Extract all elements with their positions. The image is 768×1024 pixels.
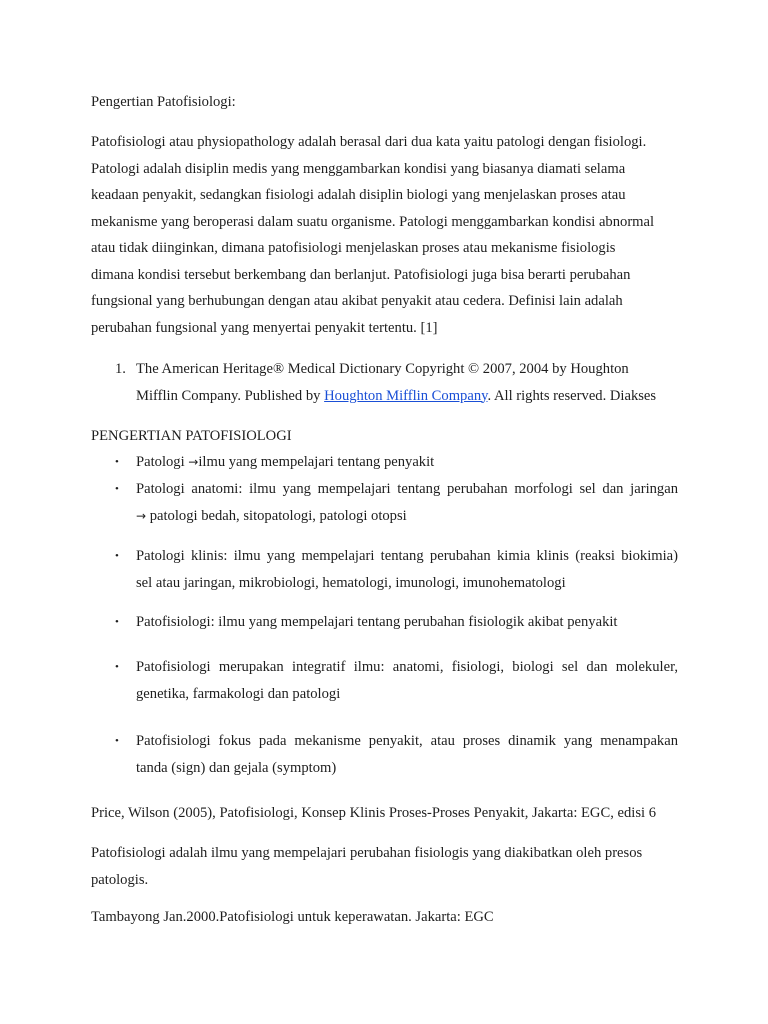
heading-pengertian-patofisiologi: PENGERTIAN PATOFISIOLOGI xyxy=(91,428,292,444)
para-line: atau tidak diinginkan, dimana patofisiologi menjelaskan proses atau mekanisme fisiologis xyxy=(91,240,616,256)
bullet-icon: • xyxy=(115,616,119,628)
list-item xyxy=(115,654,678,707)
list-item xyxy=(115,449,678,476)
para-line: fungsional yang berhubungan dengan atau akibat penyakit atau cedera. Definisi lain adalah xyxy=(91,293,623,309)
bullet-icon: • xyxy=(115,456,119,468)
para-line: perubahan fungsional yang menyertai penyakit tertentu. [1] xyxy=(91,319,438,336)
arrow-icon: → xyxy=(188,455,199,469)
reference-item xyxy=(115,356,680,409)
para-line: Patologi adalah disiplin medis yang menggambarkan kondisi yang biasanya diamati selama xyxy=(91,160,626,177)
list-item xyxy=(115,609,678,636)
bullet-text: Patofisiologi fokus pada mekanisme penyakit, atau proses dinamik yang menampakan xyxy=(136,733,678,749)
paragraph-definition xyxy=(91,129,677,341)
list-item xyxy=(115,476,678,529)
bullet-text: Patologi anatomi: ilmu yang mempelajari tentang perubahan morfologi sel dan jaringan xyxy=(136,481,678,497)
heading-pengertian: Pengertian Patofisiologi: xyxy=(91,94,236,110)
para-line: dimana kondisi tersebut berkembang dan berlanjut. Patofisiologi juga bisa berarti perubahan xyxy=(91,266,631,283)
bullet-text: tanda (sign) dan gejala (symptom) xyxy=(136,759,337,776)
bullet-icon: • xyxy=(115,735,119,747)
bullet-icon: • xyxy=(115,483,119,495)
bullet-icon: • xyxy=(115,661,119,673)
bullet-text: Patofisiologi merupakan integratif ilmu: anatomi, fisiologi, biologi sel dan molekuler, xyxy=(136,659,678,675)
list-number: 1. xyxy=(115,361,126,377)
bullet-text: Patofisiologi: ilmu yang mempelajari tentang perubahan fisiologik akibat penyakit xyxy=(136,614,618,630)
para-line: Patofisiologi adalah ilmu yang mempelajari perubahan fisiologis yang diakibatkan oleh presos xyxy=(91,845,643,861)
citation-price-wilson: Price, Wilson (2005), Patofisiologi, Konsep Klinis Proses-Proses Penyakit, Jakarta: EGC, edisi 6 xyxy=(91,805,657,821)
para-line: patologis. xyxy=(91,871,149,888)
bullet-text: sel atau jaringan, mikrobiologi, hematologi, imunologi, imunohematologi xyxy=(136,574,566,591)
reference-text: Mifflin Company. Published by xyxy=(136,387,325,404)
reference-line: The American Heritage® Medical Dictionary Copyright © 2007, 2004 by Houghton xyxy=(136,361,629,377)
bullet-text: Patologi klinis: ilmu yang mempelajari tentang perubahan kimia klinis (reaksi biokimia) xyxy=(136,548,678,564)
reference-line xyxy=(136,383,680,410)
bullet-text: genetika, farmakologi dan patologi xyxy=(136,685,341,702)
para-line: keadaan penyakit, sedangkan fisiologi adalah disiplin biologi yang menjelaskan proses atau xyxy=(91,187,626,203)
para-line: Patofisiologi atau physiopathology adalah berasal dari dua kata yaitu patologi dengan fisiologi. xyxy=(91,134,647,150)
bullet-text: → patologi bedah, sitopatologi, patologi otopsi xyxy=(136,507,407,524)
list-item xyxy=(115,728,678,781)
list-item xyxy=(115,543,678,596)
citation-tambayong: Tambayong Jan.2000.Patofisiologi untuk keperawatan. Jakarta: EGC xyxy=(91,909,494,925)
reference-text: . All rights reserved. Diakses xyxy=(487,387,657,404)
houghton-mifflin-link[interactable]: Houghton Mifflin Company xyxy=(324,387,488,404)
bullet-text: Patologi →ilmu yang mempelajari tentang penyakit xyxy=(136,454,435,470)
bullet-icon: • xyxy=(115,550,119,562)
paragraph-patofisiologi xyxy=(91,840,677,893)
arrow-icon: → xyxy=(136,508,147,523)
para-line: mekanisme yang beroperasi dalam suatu organisme. Patologi menggambarkan kondisi abnormal xyxy=(91,213,655,230)
